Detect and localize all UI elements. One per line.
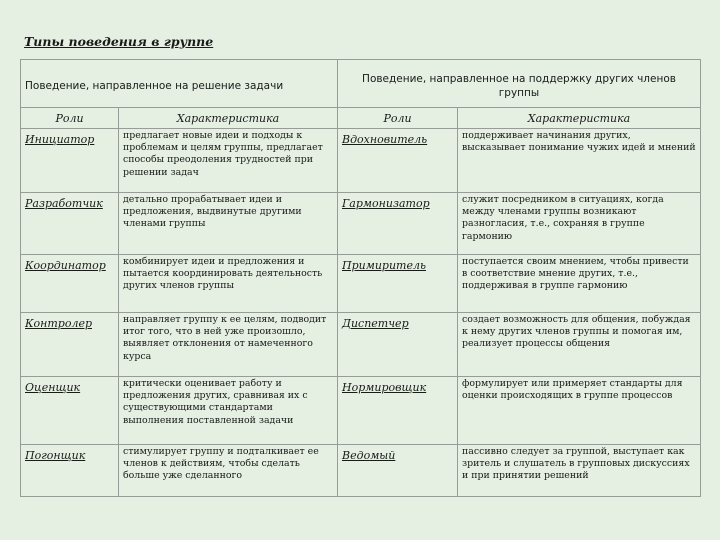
table-header-row xyxy=(21,60,701,108)
task-description: комбинирует идеи и предложения и пытается координировать деятельность других членов группы xyxy=(119,255,338,313)
table-row xyxy=(21,313,701,377)
support-role: Нормировщик xyxy=(338,377,458,445)
task-description: предлагает новые идеи и подходы к проблемам и целям группы, предлагает способы преодоления трудностей при решении задач xyxy=(119,129,338,193)
support-role: Ведомый xyxy=(338,445,458,497)
page-title: Типы поведения в группе xyxy=(24,34,214,49)
support-description: формулирует или примеряет стандарты для оценки происходящих в группе процессов xyxy=(458,377,701,445)
support-roles-header: Роли xyxy=(338,108,458,129)
task-characteristic-header: Характеристика xyxy=(119,108,338,129)
support-oriented-header: Поведение, направленное на поддержку других членов группы xyxy=(338,60,701,108)
task-roles-header: Роли xyxy=(21,108,119,129)
support-description: поступается своим мнением, чтобы привести в соответствие мнение других, т.е., поддерживая в группе гармонию xyxy=(458,255,701,313)
task-description: детально прорабатывает идеи и предложения, выдвинутые другими членами группы xyxy=(119,193,338,255)
support-characteristic-header: Характеристика xyxy=(458,108,701,129)
support-role: Вдохновитель xyxy=(338,129,458,193)
support-role: Диспетчер xyxy=(338,313,458,377)
task-role: Инициатор xyxy=(21,129,119,193)
task-role: Погонщик xyxy=(21,445,119,497)
support-role: Гармонизатор xyxy=(338,193,458,255)
task-role: Контролер xyxy=(21,313,119,377)
support-role: Примиритель xyxy=(338,255,458,313)
table-row xyxy=(21,129,701,193)
support-description: пассивно следует за группой, выступает как зритель и слушатель в групповых дискуссиях и при принятии решений xyxy=(458,445,701,497)
table-subheader-row xyxy=(21,108,701,129)
support-description: поддерживает начинания других, высказывает понимание чужих идей и мнений xyxy=(458,129,701,193)
task-role: Оценщик xyxy=(21,377,119,445)
task-description: направляет группу к ее целям, подводит итог того, что в ней уже произошло, выявляет отклонения от намеченного курса xyxy=(119,313,338,377)
task-oriented-header: Поведение, направленное на решение задачи xyxy=(21,60,338,108)
task-description: критически оценивает работу и предложения других, сравнивая их с существующими стандартами выполнения поставленной задачи xyxy=(119,377,338,445)
table-row xyxy=(21,377,701,445)
table-row xyxy=(21,193,701,255)
task-role: Координатор xyxy=(21,255,119,313)
support-description: создает возможность для общения, побуждая к нему других членов группы и помогая им, реализует процессы общения xyxy=(458,313,701,377)
task-description: стимулирует группу и подталкивает ее членов к действиям, чтобы сделать больше уже сделанного xyxy=(119,445,338,497)
support-description: служит посредником в ситуациях, когда между членами группы возникают разногласия, т.е., сохраняя в группе гармонию xyxy=(458,193,701,255)
table-row xyxy=(21,445,701,497)
table-row xyxy=(21,255,701,313)
behavior-types-table xyxy=(20,59,701,497)
task-role: Разработчик xyxy=(21,193,119,255)
